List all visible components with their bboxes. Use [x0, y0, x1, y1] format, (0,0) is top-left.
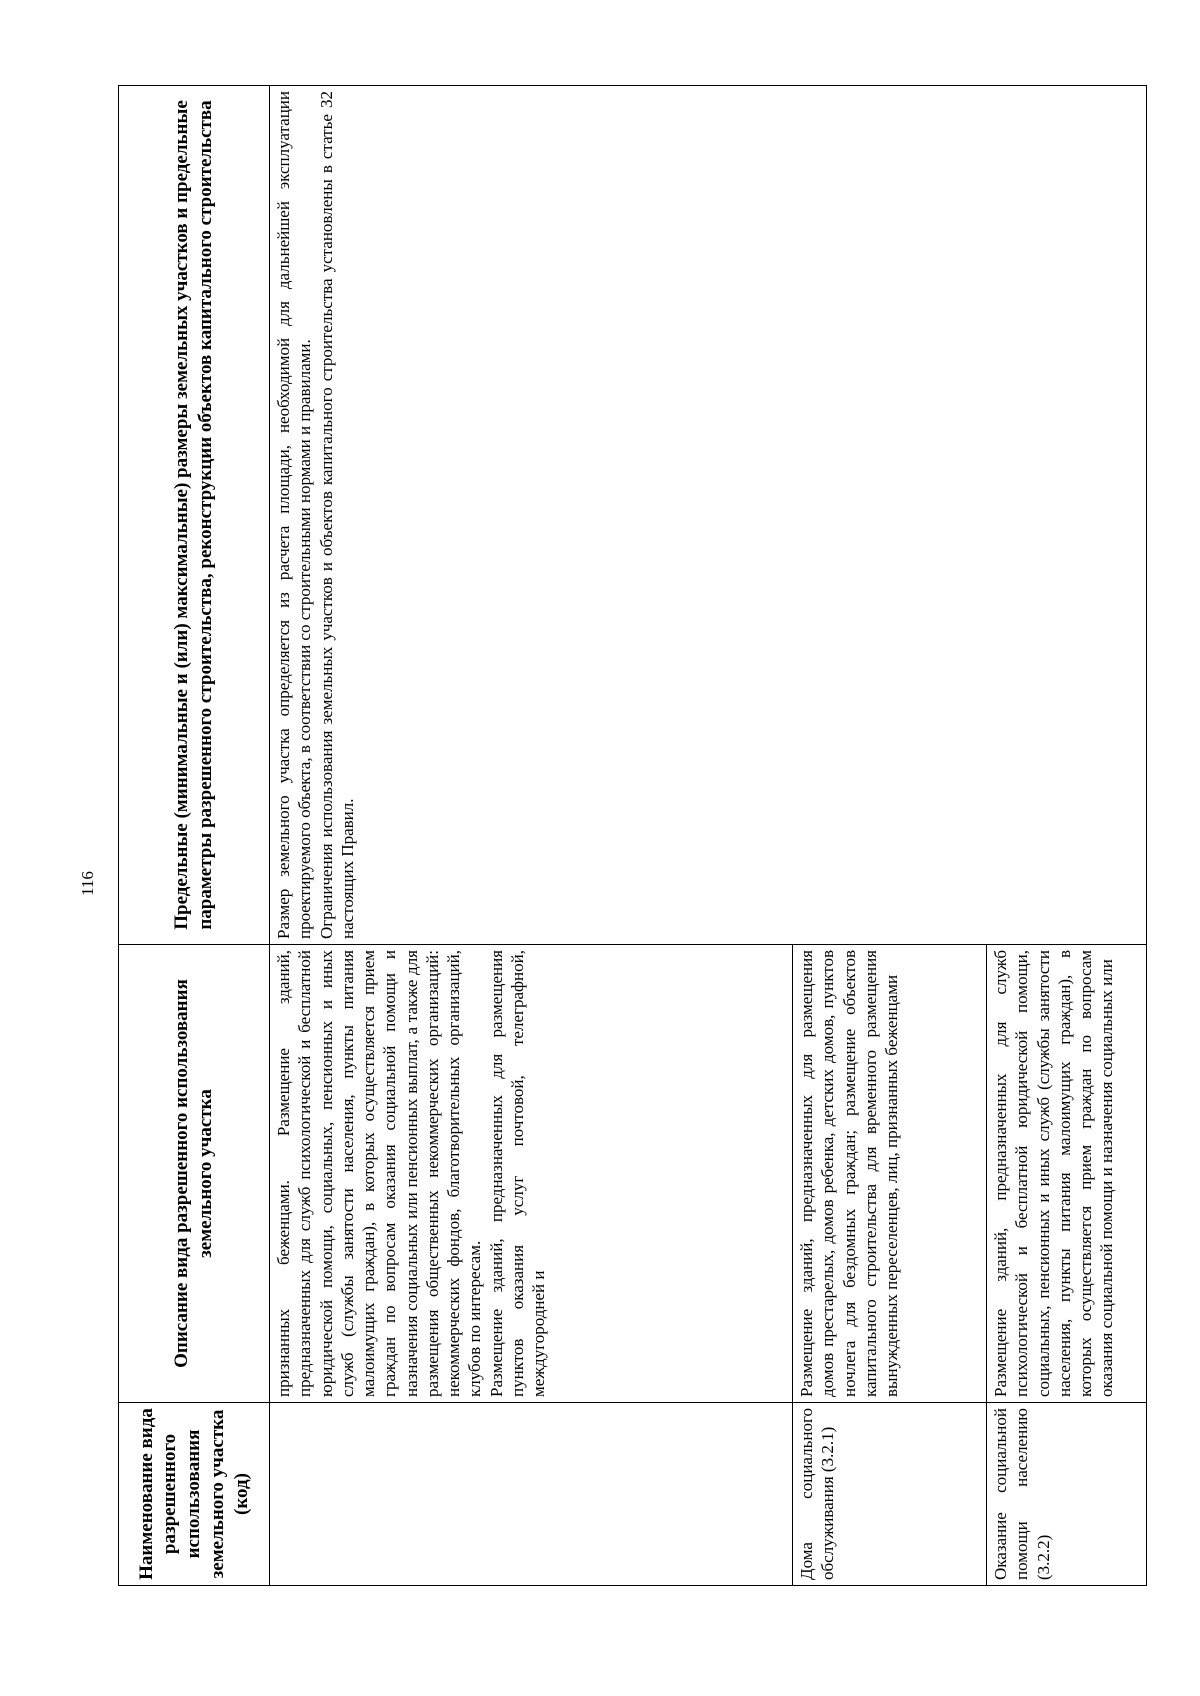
rotated-page	[78, 86, 1128, 1586]
page-number: 116	[78, 871, 97, 896]
table-row	[270, 86, 793, 1586]
header-use-description: Описание вида разрешенного использования земельного участка	[119, 945, 270, 1403]
use-description-cell	[987, 945, 1147, 1403]
header-use-name: Наименование вида разрешенного использования земельного участка (код)	[119, 1403, 270, 1586]
description-paragraph: Размещение зданий, предназначенных для размещения домов престарелых, домов ребенка, детских домов, пунктов ночлега для бездомных граждан; размещение объектов капитального строительства для временного размещения вынужденных переселенцев, лиц, признанных беженцами	[797, 950, 901, 1397]
description-paragraph: Размещение зданий, предназначенных для служб психологической и бесплатной юридической помощи, социальных, пенсионных и иных служб (службы занятости населения, пункты питания малоимущих граждан), в которых осуществляется прием граждан по вопросам оказания социальной помощи и назначения социальных или	[991, 950, 1117, 1397]
parameters-paragraph: Ограничения использования земельных участков и объектов капитального строительства установлены в статье 32 настоящих Правил.	[316, 91, 357, 939]
table-header-row	[119, 86, 270, 1586]
header-parameters: Предельные (минимальные и (или) максимальные) размеры земельных участков и предельные параметры разрешенного строительства, реконструкции объектов капитального строительства	[119, 86, 270, 945]
use-description-cell	[793, 945, 987, 1403]
description-paragraph: признанных беженцами. Размещение зданий, предназначенных для служб психологической и бесплатной юридической помощи, социальных, пенсионных и иных служб (службы занятости населения, пункты питания малоимущих граждан), в которых осуществляется прием граждан по вопросам оказания социальной помощи и назначения социальных или пенсионных выплат, а также для размещения общественных некоммерческих организаций: некоммерческих фондов, благотворительных организаций, клубов по интересам.	[274, 950, 485, 1397]
parameters-paragraph: Размер земельного участка определяется из расчета площади, необходимой для дальнейшей эксплуатации проектируемого объекта, в соответствии со строительными нормами и правилами.	[274, 91, 315, 939]
description-paragraph: Размещение зданий, предназначенных для размещения пунктов оказания услуг почтовой, телеграфной, междугородней и	[486, 950, 548, 1397]
use-name-cell: Дома социального обслуживания (3.2.1)	[793, 1403, 987, 1586]
land-use-table	[118, 85, 1147, 1586]
use-name-cell	[270, 1403, 793, 1586]
use-description-cell	[270, 945, 793, 1403]
use-name-cell: Оказание социальной помощи населению (3.2.2)	[987, 1403, 1147, 1586]
parameters-cell	[270, 86, 1147, 945]
